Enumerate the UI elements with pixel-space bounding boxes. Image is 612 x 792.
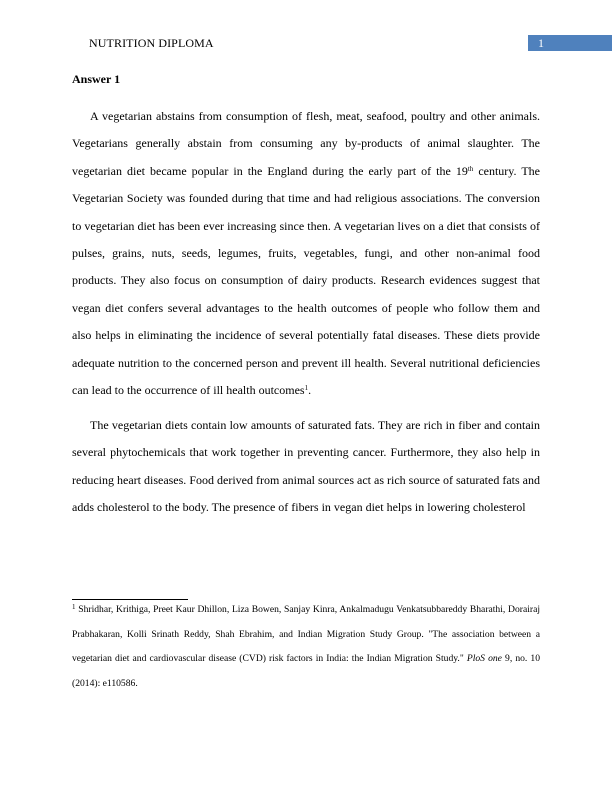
- paragraph-1: [72, 103, 540, 404]
- footnote-reference[interactable]: 1: [304, 384, 309, 393]
- footnote: [72, 598, 540, 696]
- paragraph-2: The vegetarian diets contain low amounts of saturated fats. They are rich in fiber and contain several phytochemicals that work together in preventing cancer. Furthermore, they also help in reducing heart diseases. Food derived from animal sources act as rich source of saturated fats and adds cholesterol to the body. The presence of fibers in vegan diet helps in lowering cholesterol: [72, 417, 540, 515]
- header-title: NUTRITION DIPLOMA: [89, 36, 214, 50]
- paragraph-1-text-c: .: [308, 383, 312, 398]
- paragraph-1-text-b: century. The Vegetarian Society was founded during that time and had religious associations. The conversion to vegetarian diet has been ever increasing since then. A vegetarian lives on a diet that consists of pulses, grains, nuts, seeds, legumes, fruits, vegetables, fungi, and other non-animal food products. They also focus on consumption of dairy products. Research evidences suggest that vegan diet confers several advantages to the health outcomes of people who follow them and also helps in eliminating the incidence of several potentially fatal diseases. These diets provide adequate nutrition to the concerned person and prevent ill health. Several nutritional deficiencies can lead to the occurrence of ill health outcomes: [72, 163, 540, 398]
- footnote-journal: PloS one: [466, 653, 502, 665]
- ordinal-superscript: th: [467, 164, 474, 173]
- footnote-citation: Shridhar, Krithiga, Preet Kaur Dhillon, Liza Bowen, Sanjay Kinra, Ankalmadugu Venkatsubbareddy Bharathi, Dorairaj Prabhakaran, Kolli Srinath Reddy, Shah Ebrahim, and Indian Migration Study Group. "The association between a vegetarian diet and cardiovascular disease (CVD) risk factors in India: the Indian Migration Study.": [72, 604, 540, 665]
- section-heading: Answer 1: [72, 72, 121, 86]
- footnote-details: 9, no. 10 (2014): e110586.: [72, 653, 541, 689]
- footnote-body: [72, 598, 540, 696]
- footnote-number: 1: [72, 603, 76, 611]
- paragraph-1-text-a: A vegetarian abstains from consumption of flesh, meat, seafood, poultry and other animals. Vegetarians generally abstain from consuming any by-products of animal slaughter. The vegetarian diet became popular in the England during the early part of the 19: [72, 109, 540, 178]
- body-text: [72, 103, 540, 521]
- page-number: 1: [538, 36, 544, 50]
